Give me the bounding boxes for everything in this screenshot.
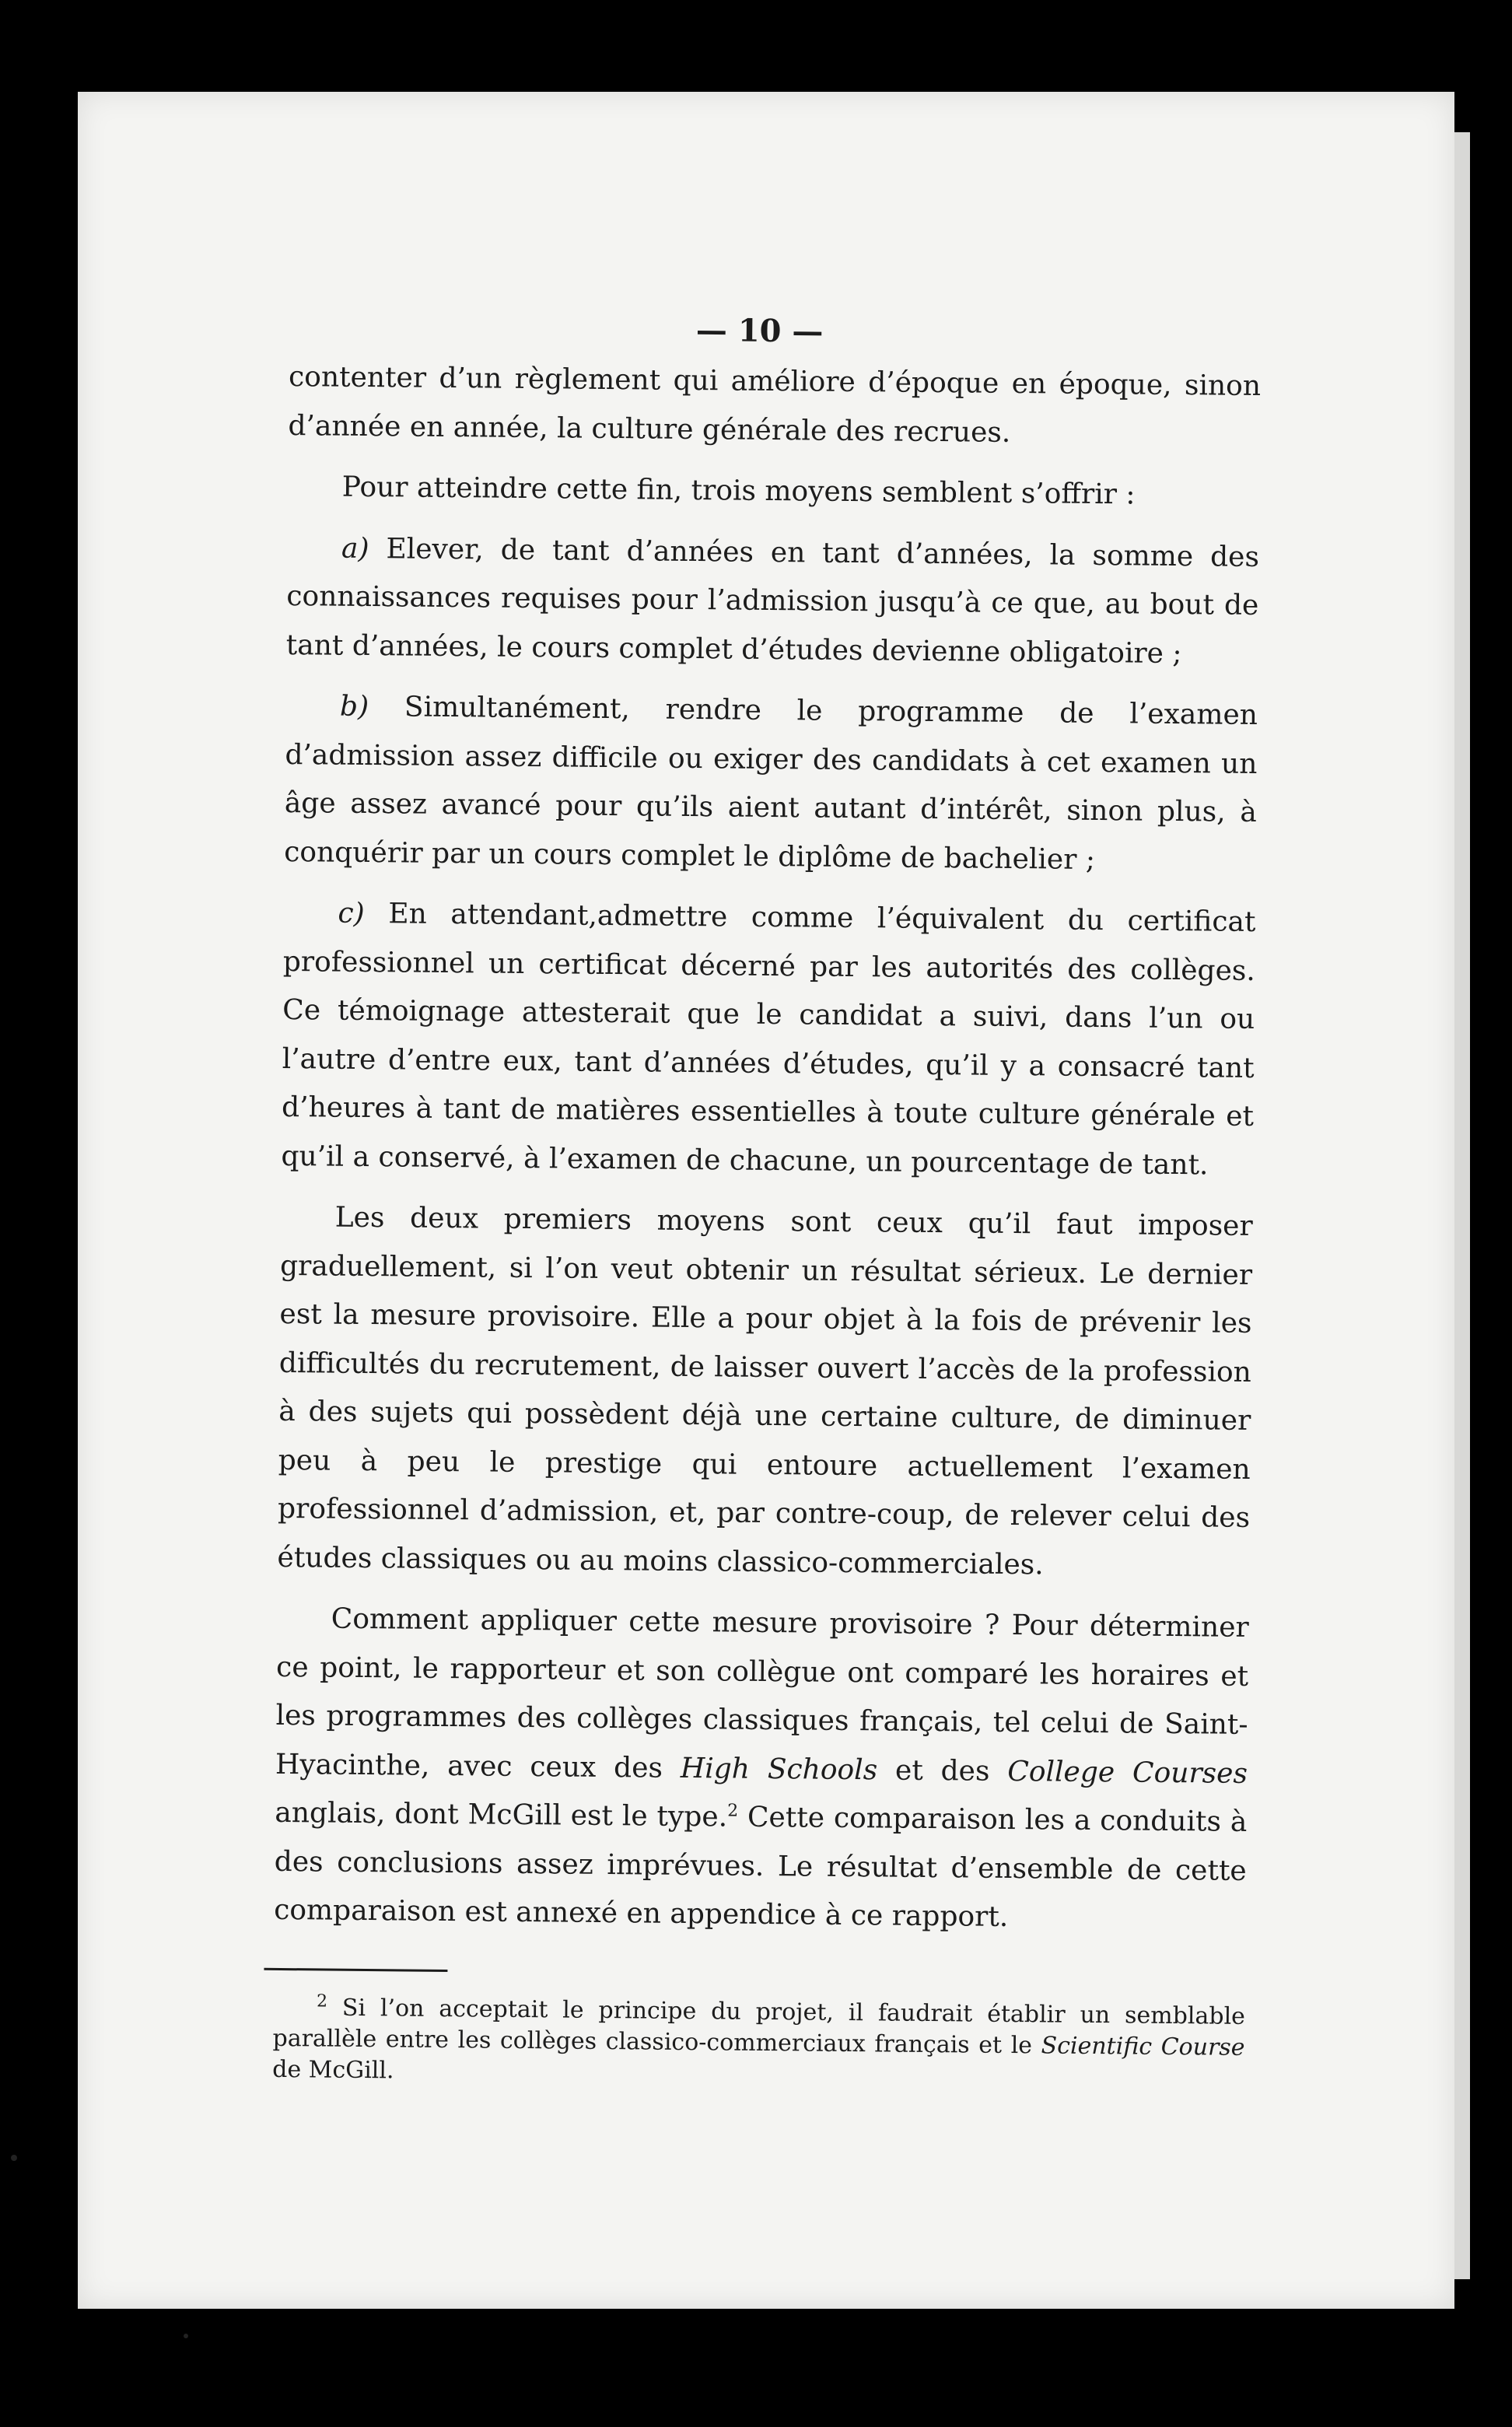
footnote-text-1: Si l’on acceptait le principe du projet, il faudrait établir un semblable parallèle entre les collèges classico-commerciaux français et le: [272, 1994, 1246, 2059]
comparison-italic-high-schools: High Schools: [680, 1752, 878, 1786]
comparison-italic-college-courses: College Courses: [1007, 1755, 1248, 1790]
paragraph-provisional-measure: Les deux premiers moyens sont ceux qu’il faut imposer graduellement, si l’on veut obtenir un résultat sérieux. Le dernier est la mesure provisoire. Elle a pour objet à la fois de prévenir les difficultés du recrutement, de laisser ouvert l’accès de la profession à des sujets qui possèdent déjà une certaine culture, de diminuer peu à peu le prestige qui entoure actuellement l’examen professionnel d’admission, et, par contre-coup, de relever celui des études classiques ou au moins classico-commerciales.: [277, 1201, 1253, 1581]
scan-speck: [11, 2155, 17, 2161]
comparison-text-2: et des: [877, 1753, 1008, 1788]
paragraph-intro: Pour atteindre cette fin, trois moyens semblent s’offrir :: [341, 471, 1136, 511]
footnote-marker: 2: [316, 1991, 328, 2012]
paragraph-continuation: contenter d’un règlement qui améliore d’époque en époque, sinon d’année en année, la culture générale des recrues.: [288, 360, 1262, 449]
comparison-text-3: anglais, dont McGill est le type.: [275, 1796, 728, 1833]
footnote-italic-scientific-course: Scientific Course: [1041, 2031, 1245, 2061]
footnote-text-2: de McGill.: [272, 2055, 394, 2084]
list-text-b: Simultanément, rendre le programme de l’examen d’admission assez difficile ou exiger des candidats à cet examen un âge assez avancé pour qu’ils aient autant d’intérêt, sinon plus, à conquérir par un cours complet le diplôme de bachelier ;: [284, 691, 1258, 876]
scan-speck: [184, 2334, 188, 2338]
list-marker-b: b): [339, 690, 369, 723]
list-marker-a: a): [341, 532, 369, 565]
comparison-text-4: Cette comparaison les a conduits à des conclusions assez imprévues. Le résultat d’ensemble de cette comparaison est annexé en appendice à ce rapport.: [273, 1801, 1248, 1933]
list-text-c: En attendant,admettre comme l’équivalent du certificat professionnel un certificat décerné par les autorités des collèges. Ce témoignage attesterait que le candidat a suivi, dans l’un ou l’autre d’entre eux, tant d’années d’études, qu’il y a consacré tant d’heures à tant de matières essentielles à toute culture générale et qu’il a conservé, à l’examen de chacune, un pourcentage de tant.: [281, 898, 1256, 1181]
footnote-reference: 2: [727, 1801, 739, 1821]
comparison-text-1: Comment appliquer cette mesure provisoire ? Pour déterminer ce point, le rapporteur et son collègue ont comparé les horaires et les programmes des collèges classiques français, tel celui de Saint-Hyacinthe, avec ceux des: [275, 1602, 1249, 1784]
page-number: — 10 —: [695, 312, 824, 350]
list-item-c: [281, 889, 1256, 1190]
list-item-b: [284, 682, 1258, 886]
footnote-rule: [264, 1967, 447, 1971]
paragraph-comparison: [274, 1595, 1249, 1944]
list-text-a: Elever, de tant d’années en tant d’années, la somme des connaissances requises pour l’admission jusqu’à ce que, au bout de tant d’années, le cours complet d’études devienne obligatoire ;: [285, 532, 1260, 670]
list-item-a: [285, 524, 1259, 678]
list-marker-c: c): [338, 897, 365, 930]
footnote: [272, 1991, 1245, 2094]
page-text-block: [272, 303, 1262, 2094]
